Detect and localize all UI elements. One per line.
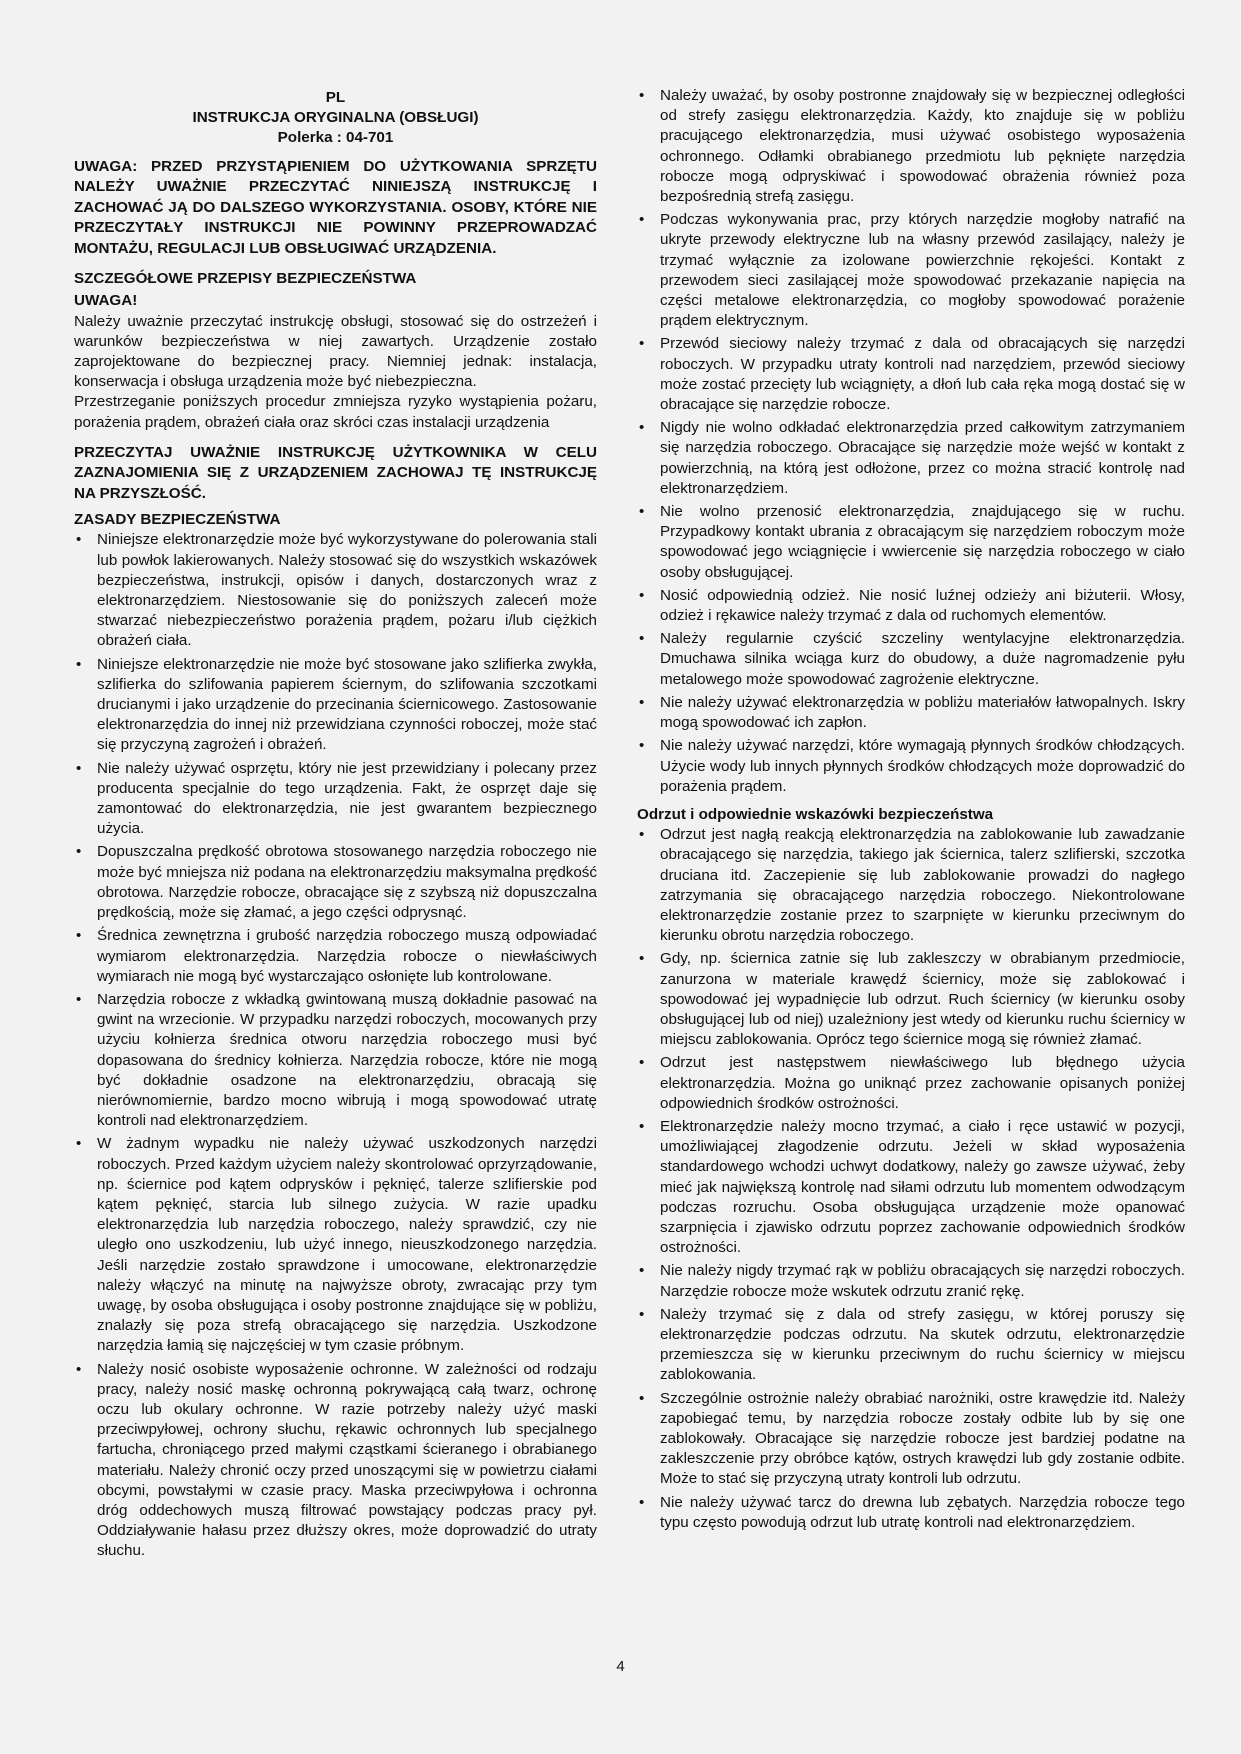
product-name: Polerka : 04-701 [277, 129, 394, 147]
list-item: • Nie należy używać narzędzi, które wymagają płynnych środków chłodzących. Użycie wody lub innych płynnych środków chłodzących może doprowadzić do porażenia prądem. [637, 736, 1185, 797]
list-item: • Dopuszczalna prędkość obrotowa stosowanego narzędzia roboczego nie może być mniejsza niż podana na elektronarzędziu maksymalna prędkość obrotowa. Narzędzie robocze, obracające się z szybszą niż dopuszczalna prędkością, może się złamać, a jego części odprysnąć. [74, 842, 597, 923]
list-item: • W żadnym wypadku nie należy używać uszkodzonych narzędzi roboczych. Przed każdym użyciem należy skontrolować oprzyrządowanie, np. ściernice pod kątem odprysków i pęknięć, talerze szlifierskie pod kątem pęknięć, starcia lub silnego zużycia. W razie upadku elektronarzędzia lub narzędzia roboczego, należy sprawdzić, czy nie uległo ono uszkodzeniu, lub użyć innego, nieuszkodzonego narzędzia. Jeśli narzędzie zostało sprawdzone i umocowane, elektronarzędzie należy włączyć na minutę na najwyższe obroty, zwracając przy tym uwagę, by osoba obsługująca i osoby postronne znajdujące się w pobliżu, znalazły się poza strefą obracającego się narzędzia. Uszkodzone narzędzia łamią się najczęściej w tym czasie próbnym. [74, 1134, 597, 1356]
list-item: • Nie należy używać tarcz do drewna lub zębatych. Narzędzia robocze tego typu często powodują odrzut lub utratę kontroli nad elektronarzędziem. [637, 1493, 1185, 1533]
left-column [74, 88, 597, 1565]
page-number: 4 [616, 1658, 625, 1675]
read-instructions-notice: PRZECZYTAJ UWAŻNIE INSTRUKCJĘ UŻYTKOWNIKA W CELU ZAZNAJOMIENIA SIĘ Z URZĄDZENIEM ZACHOWAJ TĘ INSTRUKCJĘ NA PRZYSZŁOŚĆ. [74, 443, 597, 502]
document-title: INSTRUKCJA ORYGINALNA (OBSŁUGI) [192, 109, 479, 127]
list-item: • Odrzut jest następstwem niewłaściwego lub błędnego użycia elektronarzędzia. Można go uniknąć przez zachowanie opisanych poniżej odpowiednich środków ostrożności. [637, 1053, 1185, 1114]
list-item: • Narzędzia robocze z wkładką gwintowaną muszą dokładnie pasować na gwint na wrzecionie. W przypadku narzędzi roboczych, mocowanych przy użyciu kołnierza średnica otworu narzędzia roboczego musi być dopasowana do średnicy kołnierza. Narzędzia robocze, które nie mogą być dokładnie osadzone na elektronarzędziu, obracają się nierównomiernie, bardzo mocno wibrują i mogą spowodować utratę kontroli nad elektronarzędziem. [74, 990, 597, 1131]
attention-label: UWAGA! [74, 292, 138, 310]
list-item: • Przewód sieciowy należy trzymać z dala od obracających się narzędzi roboczych. W przypadku utraty kontroli nad narzędziem, przewód sieciowy może zostać przecięty lub wciągnięty, a dłoń lub cała ręka mogą dostać się w obracające się narzędzie robocze. [637, 334, 1185, 415]
list-item: • Nie należy używać osprzętu, który nie jest przewidziany i polecany przez producenta specjalnie do tego urządzenia. Fakt, że osprzęt daje się zamontować do elektronarzędzia, nie jest gwarantem bezpiecznego użycia. [74, 759, 597, 840]
list-item: • Nosić odpowiednią odzież. Nie nosić luźnej odzieży ani biżuterii. Włosy, odzież i rękawice należy trzymać z dala od ruchomych elementów. [637, 586, 1185, 626]
list-item: • Średnica zewnętrzna i grubość narzędzia roboczego muszą odpowiadać wymiarom elektronarzędzia. Narzędzia robocze o niewłaściwych wymiarach nie mogą być wystarczająco osłonięte lub kontrolowane. [74, 926, 597, 987]
list-item: • Gdy, np. ściernica zatnie się lub zakleszczy w obrabianym przedmiocie, zanurzona w materiale krawędź ściernicy, może się zablokować i spowodować jej wypadnięcie lub odrzut. Ruch ściernicy (w kierunku osoby obsługującej lub od niej) uzależniony jest wtedy od kierunku ruchu ściernicy w miejscu zablokowania. Oprócz tego ściernice mogą się również złamać. [637, 949, 1185, 1050]
list-item: • Odrzut jest nagłą reakcją elektronarzędzia na zablokowanie lub zawadzanie obracającego się narzędzia, takiego jak ściernica, talerz szlifierski, szczotka druciana itd. Zaczepienie się lub zablokowanie prowadzi do nagłego zatrzymania się obracającego narzędzia roboczego. Niekontrolowane elektronarzędzie zostanie przez to szarpnięte w kierunku przeciwnym do kierunku obrotu narzędzia roboczego. [637, 825, 1185, 946]
list-item: • Niniejsze elektronarzędzie może być wykorzystywane do polerowania stali lub powłok lakierowanych. Należy stosować się do wszystkich wskazówek bezpieczeństwa, instrukcji, opisów i danych, dostarczonych wraz z elektronarzędziem. Niestosowanie się do poniższych zaleceń może stwarzać niebezpieczeństwo porażenia prądem, pożaru i/lub ciężkich obrażeń ciała. [74, 530, 597, 651]
detailed-safety-heading: SZCZEGÓŁOWE PRZEPISY BEZPIECZEŃSTWA [74, 270, 417, 288]
list-item: • Należy uważać, by osoby postronne znajdowały się w bezpiecznej odległości od strefy zasięgu elektronarzędzia. Każdy, kto znajduje się w pobliżu pracującego elektronarzędzia, musi używać osobistego wyposażenia ochronnego. Odłamki obrabianego przedmiotu lub pęknięte narzędzia robocze mogą odpryskiwać i spowodować obrażenia również poza bezpośrednią strefą zasięgu. [637, 86, 1185, 207]
list-item: • Niniejsze elektronarzędzie nie może być stosowane jako szlifierka zwykła, szlifierka do szlifowania papierem ściernym, do szlifowania szczotkami drucianymi i jako urządzenie do przecinania ściernicowego. Zastosowanie elektronarzędzia do innej niż przewidziana czynności roboczej, może stać się przyczyną zagrożeń i obrażeń. [74, 655, 597, 756]
list-item: • Nie należy używać elektronarzędzia w pobliżu materiałów łatwopalnych. Iskry mogą spowodować ich zapłon. [637, 693, 1185, 733]
kickback-list [637, 825, 1185, 1533]
list-item: • Nie wolno przenosić elektronarzędzia, znajdującego się w ruchu. Przypadkowy kontakt ubrania z obracającym się narzędziem roboczym może spowodować jego wciągnięcie i wwiercenie się narzędzia roboczego w ciało osoby obsługującej. [637, 502, 1185, 583]
detailed-paragraph-2: Przestrzeganie poniższych procedur zmniejsza ryzyko wystąpienia pożaru, porażenia prądem, obrażeń ciała oraz skróci czas instalacji urządzenia [74, 393, 597, 431]
list-item: • Szczególnie ostrożnie należy obrabiać narożniki, ostre krawędzie itd. Należy zapobiegać temu, by narzędzia robocze zostały odbite lub by się one zablokowały. Obracające się narzędzie robocze jest bardziej podatne na zakleszczenie przy obróbce kątów, ostrych krawędzi lub gdy zostanie odbite. Może to stać się przyczyną utraty kontroli lub odrzutu. [637, 1389, 1185, 1490]
safety-rules-list [74, 530, 597, 1561]
list-item: • Nigdy nie wolno odkładać elektronarzędzia przed całkowitym zatrzymaniem się narzędzia roboczego. Obracające się narzędzie może wejść w kontakt z powierzchnią, na którą jest odłożone, przez co można stracić kontrolę nad elektronarzędziem. [637, 418, 1185, 499]
safety-rules-list-continued [637, 86, 1185, 797]
list-item: • Elektronarzędzie należy mocno trzymać, a ciało i ręce ustawić w pozycji, umożliwiającej złagodzenie odrzutu. Jeżeli w skład wyposażenia standardowego wchodzi uchwyt dodatkowy, należy go zawsze używać, żeby mieć jak największą kontrolę nad siłami odrzutu lub momentem odwodzącym podczas rozruchu. Osoba obsługująca urządzenie może opanować szarpnięcia i zjawisko odrzutu poprzez zachowanie odpowiednich środków ostrożności. [637, 1117, 1185, 1258]
safety-rules-heading: ZASADY BEZPIECZEŃSTWA [74, 511, 281, 529]
kickback-heading: Odrzut i odpowiednie wskazówki bezpieczeństwa [637, 805, 994, 823]
detailed-paragraph-1: Należy uważnie przeczytać instrukcję obsługi, stosować się do ostrzeżeń i warunków bezpieczeństwa w niej zawartych. Urządzenie zostało zaprojektowane do bezpiecznej pracy. Niemniej jednak: instalacja, konserwacja i obsługa urządzenia może być niebezpieczna. [74, 312, 597, 391]
language-code: PL [325, 89, 346, 106]
list-item: • Podczas wykonywania prac, przy których narzędzie mogłoby natrafić na ukryte przewody elektryczne lub na własny przewód zasilający, należy je trzymać wyłącznie za izolowane powierzchnie rękojeści. Kontakt z przewodem sieci zasilającej może spowodować przekazanie napięcia na części metalowe elektronarzędzia, co mogłoby spowodować porażenie prądem elektrycznym. [637, 210, 1185, 331]
main-warning: UWAGA: PRZED PRZYSTĄPIENIEM DO UŻYTKOWANIA SPRZĘTU NALEŻY UWAŻNIE PRZECZYTAĆ NINIEJSZĄ INSTRUKCJĘ I ZACHOWAĆ JĄ DO DALSZEGO WYKORZYSTANIA. OSOBY, KTÓRE NIE PRZECZYTAŁY INSTRUKCJI NIE POWINNY PRZEPROWADZAĆ MONTAŻU, REGULACJI LUB OBSŁUGIWAĆ URZĄDZENIA. [74, 157, 597, 257]
list-item: • Nie należy nigdy trzymać rąk w pobliżu obracających się narzędzi roboczych. Narzędzie robocze może wskutek odrzutu zranić rękę. [637, 1261, 1185, 1301]
list-item: • Należy nosić osobiste wyposażenie ochronne. W zależności od rodzaju pracy, należy nosić maskę ochronną pokrywającą całą twarz, ochronę oczu lub okulary ochronne. W razie potrzeby należy użyć maski przeciwpyłowej, ochrony słuchu, rękawic ochronnych lub specjalnego fartucha, chroniącego przed małymi cząstkami ścieranego i obrabianego materiału. Należy chronić oczy przed unoszącymi się w powietrzu ciałami obcymi, powstałymi w czasie pracy. Maska przeciwpyłowa i ochronna dróg oddechowych muszą filtrować powstający podczas pracy pył. Oddziaływanie hałasu przez dłuższy okres, może doprowadzić do utraty słuchu. [74, 1360, 597, 1562]
list-item: • Należy regularnie czyścić szczeliny wentylacyjne elektronarzędzia. Dmuchawa silnika wciąga kurz do obudowy, a duże nagromadzenie pyłu metalowego może spowodować zagrożenie elektryczne. [637, 629, 1185, 690]
right-column [637, 86, 1185, 1536]
list-item: • Należy trzymać się z dala od strefy zasięgu, w której poruszy się elektronarzędzie podczas odrzutu. Na skutek odrzutu, elektronarzędzie przemieszcza się w kierunku przeciwnym do ruchu ściernicy w miejscu zablokowania. [637, 1305, 1185, 1386]
